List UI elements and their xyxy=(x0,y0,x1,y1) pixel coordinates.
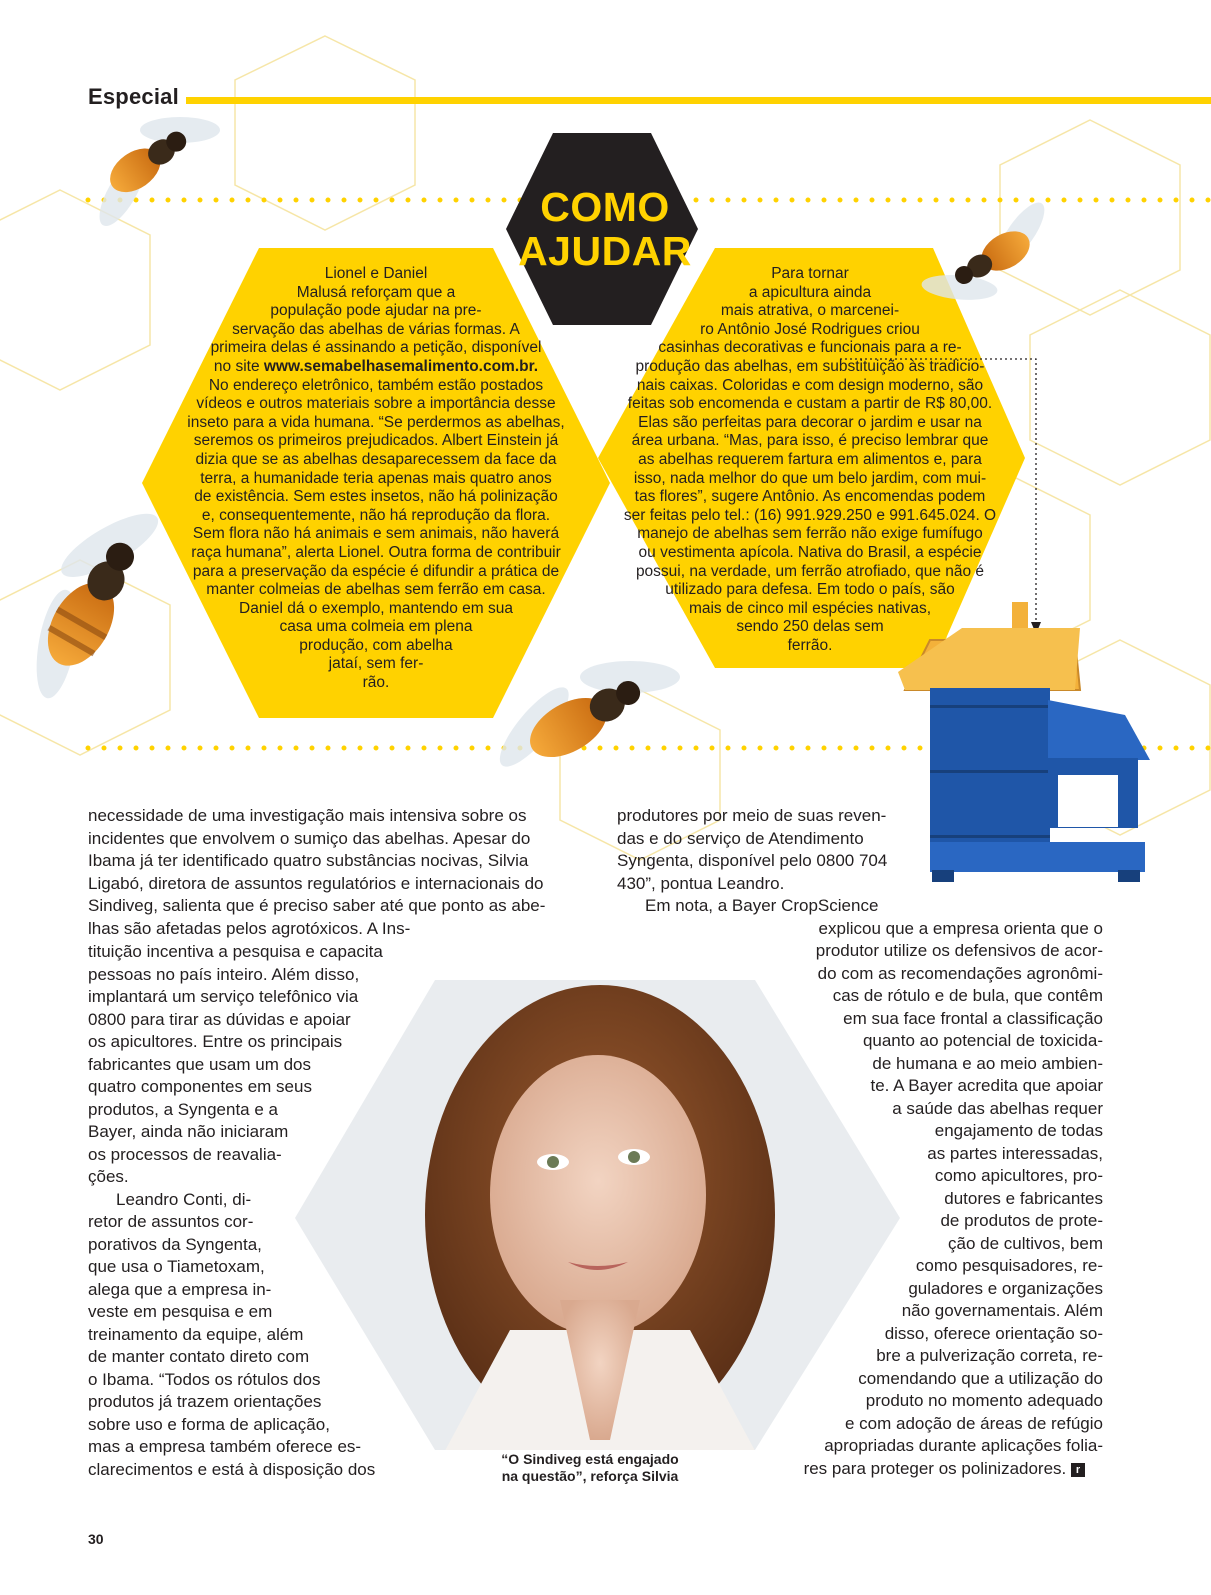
text-line: porativos da Syngenta, xyxy=(88,1235,262,1254)
section-label: Especial xyxy=(88,84,179,109)
text-line: mais atrativa, o marcenei- xyxy=(720,302,900,320)
text-line: de produtos de prote- xyxy=(940,1211,1103,1230)
text-line xyxy=(804,1458,1085,1481)
text-line: casa uma colmeia em plena xyxy=(279,618,473,636)
text-line: vídeos e outros materiais sobre a importância desse xyxy=(196,395,556,413)
text-line: 0800 para tirar as dúvidas e apoiar xyxy=(88,1010,351,1029)
text-line: Ligabó, diretora de assuntos regulatórios e internacionais do xyxy=(88,873,544,893)
text-line xyxy=(160,358,592,377)
page-number: 30 xyxy=(88,1531,104,1547)
text-line: tas flores”, sugere Antônio. As encomendas podem xyxy=(634,488,986,506)
text-line: disso, oferece orientação so- xyxy=(884,1324,1103,1343)
text-line: Em nota, a Bayer CropScience xyxy=(645,896,879,915)
text-line: produtor utilize os defensivos de acor- xyxy=(815,941,1103,960)
text-line: os processos de reavalia- xyxy=(88,1145,282,1164)
body-column-1-top xyxy=(88,805,578,941)
text-line: área urbana. “Mas, para isso, é preciso lembrar que xyxy=(631,432,989,450)
text-line: não governamentais. Além xyxy=(901,1301,1103,1320)
text-line: dizia que se as abelhas desaparecessem da face da xyxy=(195,450,557,468)
text-line: seremos os primeiros prejudicados. Albert Einstein já xyxy=(193,432,559,450)
text-line: Sindiveg, salienta que é preciso saber até que ponto as abe- xyxy=(88,896,546,916)
text-line: ser feitas pelo tel.: (16) 991.929.250 e 991.645.024. O xyxy=(623,506,997,524)
text-line: produto no momento adequado xyxy=(865,1391,1103,1410)
text-line: do com as recomendações agronômi- xyxy=(817,964,1103,983)
text-line: manter colmeias de abelhas sem ferrão em casa. xyxy=(206,581,546,599)
text-line: como apicultores, pro- xyxy=(934,1166,1103,1185)
text-line: clarecimentos e está à disposição dos xyxy=(88,1460,376,1479)
text-line: cas de rótulo e de bula, que contêm xyxy=(832,986,1103,1005)
text-line: ção de cultivos, bem xyxy=(948,1234,1103,1253)
text-line: dutores e fabricantes xyxy=(944,1189,1103,1208)
text-line: como pesquisadores, re- xyxy=(915,1256,1103,1275)
title-line-1: COMO xyxy=(540,184,670,230)
text-line: ferrão. xyxy=(787,636,833,654)
text-line: em sua face frontal a classificação xyxy=(843,1009,1103,1028)
text-line: retor de assuntos cor- xyxy=(88,1212,254,1231)
caption-line: na questão”, reforça Silvia xyxy=(501,1468,679,1484)
text-line: Para tornar xyxy=(771,265,849,282)
text-line: de manter contato direto com xyxy=(88,1347,310,1366)
caption-line: “O Sindiveg está engajado xyxy=(501,1451,679,1467)
text-line: produção, com abelha xyxy=(299,636,453,654)
text-line: alega que a empresa in- xyxy=(88,1280,272,1299)
text-line: te. A Bayer acredita que apoiar xyxy=(870,1076,1103,1095)
text-line: das e do serviço de Atendimento xyxy=(617,829,864,848)
text-line: nais caixas. Coloridas e com design moderno, são xyxy=(636,376,984,394)
text-line: feitas sob encomenda e custam a partir de R$ 80,00. xyxy=(627,395,993,413)
text-line: as abelhas requerem fartura em alimentos e, para xyxy=(638,450,982,468)
text-line: isso, nada melhor do que um belo jardim, com mui- xyxy=(633,469,987,487)
text-line: incidentes que envolvem o sumiço das abelhas. Apesar do xyxy=(88,828,531,848)
text-line: sobre uso e forma de aplicação, xyxy=(88,1415,330,1434)
text-line: as partes interessadas, xyxy=(927,1144,1103,1163)
last-line-text: res para proteger os polinizadores. xyxy=(803,1459,1067,1478)
text-line: manejo de abelhas sem ferrão não exige fumífugo xyxy=(637,525,983,543)
text-line: tituição incentiva a pesquisa e capacita xyxy=(88,942,383,961)
text-line: Lionel e Daniel xyxy=(324,265,428,282)
text-line: casinhas decorativas e funcionais para a re- xyxy=(658,339,962,357)
text-line: de humana e ao meio ambien- xyxy=(872,1054,1103,1073)
text-line: população pode ajudar na pre- xyxy=(270,302,482,320)
text-line: lhas são afetadas pelos agrotóxicos. A Ins- xyxy=(88,918,411,938)
text-line: produtos já trazem orientações xyxy=(88,1392,322,1411)
text-line: de existência. Sem estes insetos, não há polinização xyxy=(194,488,558,506)
text-line: No endereço eletrônico, também estão postados xyxy=(208,376,544,394)
text-line: necessidade de uma investigação mais intensiva sobre os xyxy=(88,806,527,825)
text-line: Daniel dá o exemplo, mantendo em sua xyxy=(239,599,513,617)
text-line: bre a pulverização correta, re- xyxy=(876,1346,1103,1365)
text-line: fabricantes que usam um dos xyxy=(88,1055,312,1074)
title-line-2: AJUDAR xyxy=(518,228,692,274)
text-line: rão. xyxy=(362,674,390,692)
portrait-photo xyxy=(290,975,905,1460)
text-line: utilizado para defesa. Em todo o país, são xyxy=(665,581,955,599)
site-prefix: no site xyxy=(213,357,260,375)
text-line: produtores por meio de suas reven- xyxy=(617,806,887,825)
text-line: ou vestimenta apícola. Nativa do Brasil, a espécie xyxy=(638,543,982,561)
text-line: veste em pesquisa e em xyxy=(88,1302,273,1321)
text-line: 430”, pontua Leandro. xyxy=(617,874,785,893)
text-line: quanto ao potencial de toxicida- xyxy=(862,1031,1103,1050)
text-line: Elas são perfeitas para decorar o jardim e usar na xyxy=(638,413,982,431)
photo-caption xyxy=(440,1451,740,1485)
text-line: engajamento de todas xyxy=(934,1121,1103,1140)
text-line: Sem flora não há animais e sem animais, não haverá xyxy=(192,525,560,543)
text-line: explicou que a empresa orienta que o xyxy=(818,919,1103,938)
text-line: Ibama já ter identificado quatro substâncias nocivas, Silvia xyxy=(88,851,529,871)
website-link[interactable]: www.semabelhasemalimento.com.br. xyxy=(263,357,539,375)
text-line: primeira delas é assinando a petição, disponível xyxy=(210,339,542,357)
section-rule xyxy=(186,97,1211,104)
text-line: comendando que a utilização do xyxy=(858,1369,1103,1388)
text-line: terra, a humanidade teria apenas mais quatro anos xyxy=(200,469,552,487)
text-line: guladores e organizações xyxy=(908,1279,1103,1298)
text-line: servação das abelhas de várias formas. A xyxy=(232,320,520,338)
text-line: sendo 250 delas sem xyxy=(736,618,884,636)
text-line: Leandro Conti, di- xyxy=(116,1190,252,1209)
text-line: treinamento da equipe, além xyxy=(88,1325,304,1344)
text-line: a saúde das abelhas requer xyxy=(892,1099,1103,1118)
right-hexagon-text xyxy=(600,265,1020,655)
text-line: Malusá reforçam que a xyxy=(296,283,456,301)
text-line: e com adoção de áreas de refúgio xyxy=(844,1414,1103,1433)
text-line: que usa o Tiametoxam, xyxy=(88,1257,265,1276)
text-line: jataí, sem fer- xyxy=(328,655,424,673)
text-line: os apicultores. Entre os principais xyxy=(88,1032,343,1051)
left-hexagon-text xyxy=(160,265,592,693)
text-line: para a preservação da espécie é difundir a prática de xyxy=(192,562,560,580)
text-line: pessoas no país inteiro. Além disso, xyxy=(88,965,360,984)
text-line: a apicultura ainda xyxy=(748,283,872,301)
text-line: mais de cinco mil espécies nativas, xyxy=(688,599,932,617)
text-line: ro Antônio José Rodrigues criou xyxy=(700,320,920,338)
text-line: Bayer, ainda não iniciaram xyxy=(88,1122,289,1141)
text-line: ções. xyxy=(88,1167,129,1186)
text-line: implantará um serviço telefônico via xyxy=(88,987,359,1006)
end-mark-icon: r xyxy=(1071,1463,1085,1477)
text-line: mas a empresa também oferece es- xyxy=(88,1437,362,1456)
text-line: apropriadas durante aplicações folia- xyxy=(824,1436,1103,1455)
text-line: o Ibama. “Todos os rótulos dos xyxy=(88,1370,321,1389)
text-line: produção das abelhas, em substituição às tradicio- xyxy=(635,357,985,375)
text-line: Syngenta, disponível pelo 0800 704 xyxy=(617,851,888,870)
text-line: raça humana”, alerta Lionel. Outra forma de contribuir xyxy=(191,543,561,561)
text-line: e, consequentemente, não há reprodução da flora. xyxy=(201,506,551,524)
text-line: possui, na verdade, um ferrão atrofiado, que não é xyxy=(635,562,985,580)
text-line: inseto para a vida humana. “Se perdermos as abelhas, xyxy=(187,413,565,431)
text-line: quatro componentes em seus xyxy=(88,1077,312,1096)
text-line: produtos, a Syngenta e a xyxy=(88,1100,278,1119)
